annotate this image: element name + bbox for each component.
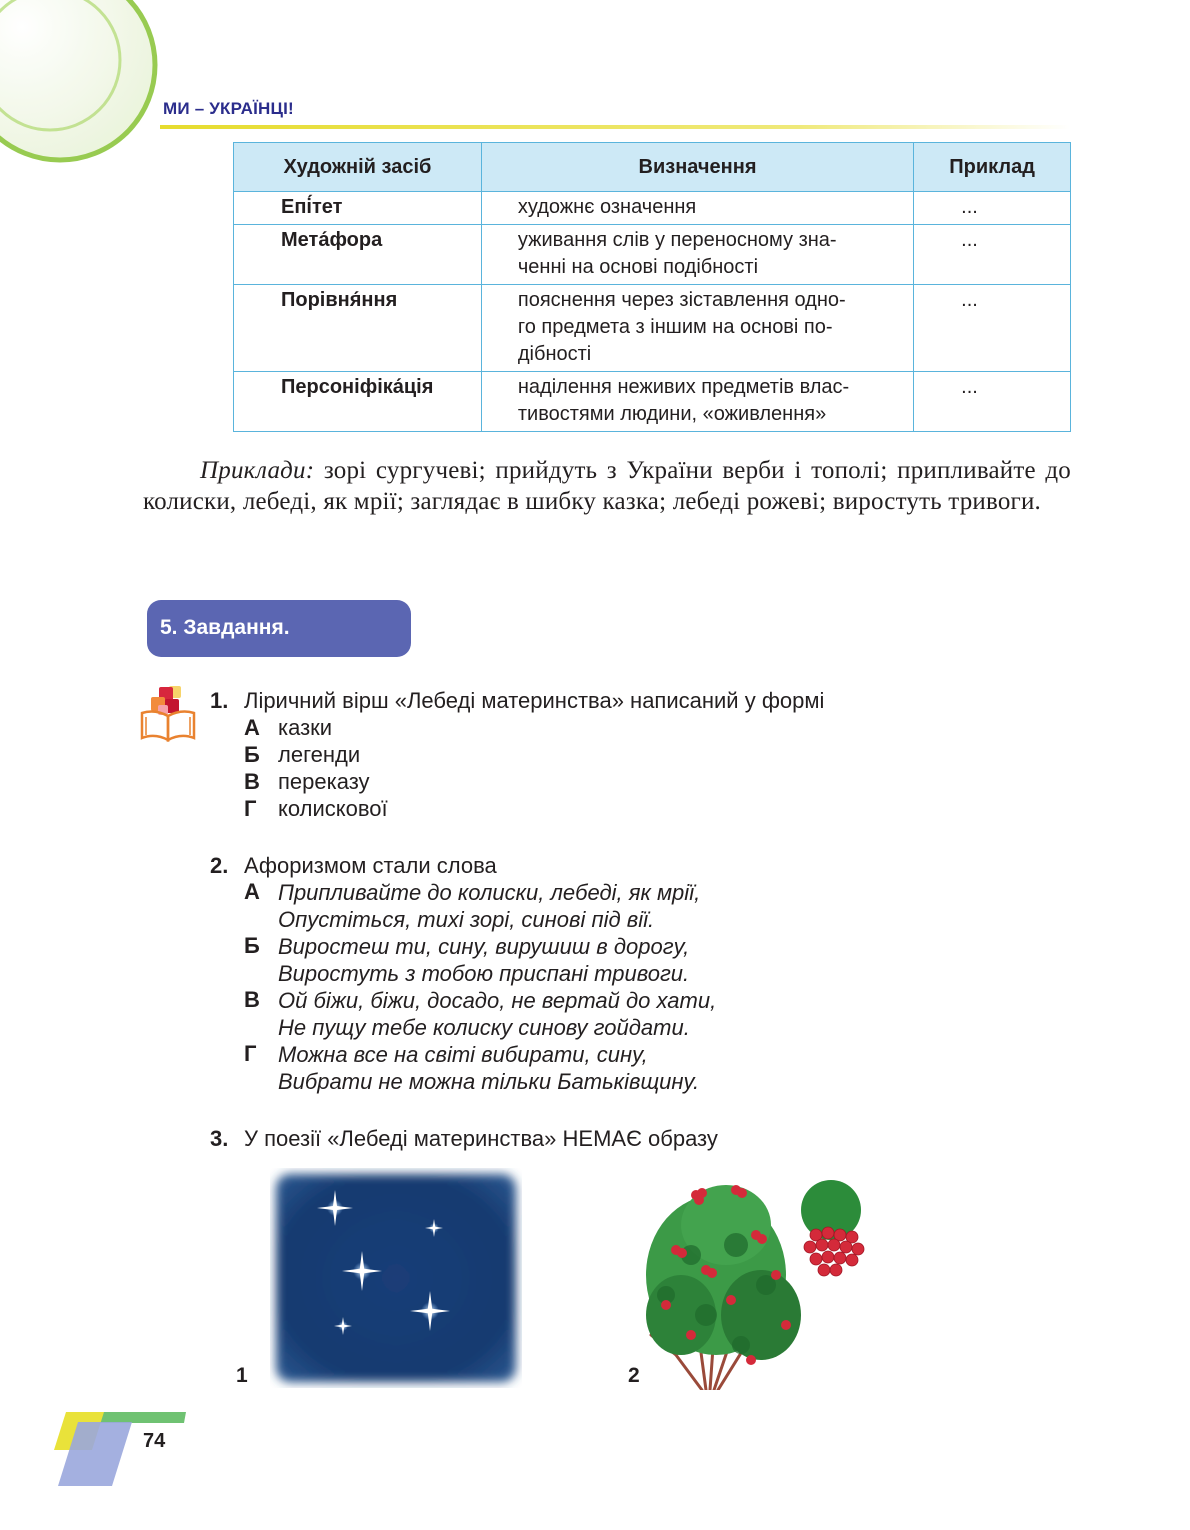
option-text: Ой біжи, біжи, досадо, не вертай до хати, Не пущу тебе колиску синову гойдати.: [278, 988, 717, 1040]
question-text: Афоризмом стали слова: [244, 853, 497, 878]
viburnum-bush-image[interactable]: [636, 1165, 868, 1390]
section-title: МИ – УКРАЇНЦІ!: [163, 99, 294, 118]
examples-text: зорі сургучеві; прийдуть з України верби і тополі; припливайте до колиски, лебеді, як мрії; заглядає в шибку казка; лебеді рожеві; виростуть тривоги.: [143, 457, 1072, 515]
question-text: Ліричний вірш «Лебеді материнства» написаний у формі: [244, 688, 825, 713]
task-header: 5. Завдання.: [147, 600, 411, 657]
option-letter: А: [244, 715, 260, 740]
table-row: [234, 372, 1071, 432]
header-rule: [160, 125, 1070, 129]
column-header-example: Приклад: [914, 143, 1071, 192]
question-number: 1.: [210, 688, 229, 713]
option-letter: В: [244, 769, 260, 794]
book-icon: [139, 683, 199, 745]
question-text: У поезії «Лебеді материнства» НЕМАЄ образу: [244, 1126, 718, 1151]
examples-label: Приклади:: [200, 457, 315, 484]
device-definition: [481, 192, 913, 225]
option-letter: А: [244, 879, 260, 904]
literary-devices-table: [233, 142, 1071, 432]
definition-line: наділення неживих предметів влас-: [517, 376, 850, 398]
question-number: 2.: [210, 853, 229, 878]
device-term: Епі́тет: [234, 192, 482, 225]
definition-line: ченні на основі подібності: [517, 256, 759, 278]
option-text: переказу: [278, 769, 370, 794]
option-letter: Г: [244, 1041, 257, 1066]
definition-line: го предмета з іншим на основі по-: [517, 316, 833, 338]
table-row: [234, 225, 1071, 285]
device-term: Порівня́ння: [234, 285, 482, 372]
device-example: ...: [914, 285, 1071, 372]
image-label-1: 1: [236, 1364, 248, 1387]
page-number: 74: [143, 1430, 166, 1452]
option-letter: Г: [244, 796, 257, 821]
column-header-device: Художній засіб: [234, 143, 482, 192]
definition-line: тивостями людини, «оживлення»: [517, 403, 827, 425]
decorative-circles: [0, 0, 170, 170]
option-text: Можна все на світі вибирати, сину, Вибрати не можна тільки Батьківщину.: [278, 1042, 700, 1094]
image-label-2: 2: [628, 1364, 640, 1387]
option-text: Виростеш ти, сину, вирушиш в дорогу, Виростуть з тобою приспані тривоги.: [278, 934, 690, 986]
device-example: ...: [914, 372, 1071, 432]
definition-line: уживання слів у переносному зна-: [517, 229, 837, 251]
definition-line: пояснення через зіставлення одно-: [517, 289, 846, 311]
option-letter: В: [244, 987, 260, 1012]
table-row: [234, 192, 1071, 225]
option-text: легенди: [278, 742, 361, 767]
device-definition: [481, 225, 913, 285]
page-corner-decoration: [52, 1412, 187, 1488]
table-row: [234, 285, 1071, 372]
device-example: ...: [914, 192, 1071, 225]
device-term: Мета́фора: [234, 225, 482, 285]
definition-line: дібності: [517, 343, 592, 365]
device-definition: [481, 285, 913, 372]
option-text: казки: [278, 715, 333, 740]
definition-line: художнє означення: [517, 196, 697, 218]
question-number: 3.: [210, 1126, 229, 1151]
option-text: Припливайте до колиски, лебеді, як мрії, Опустіться, тихі зорі, синові під вії.: [278, 880, 701, 932]
table-header-row: [234, 143, 1071, 192]
examples-paragraph: [143, 455, 1071, 517]
option-letter: Б: [244, 933, 260, 958]
option-letter: Б: [244, 742, 260, 767]
device-term: Персоніфіка́ція: [234, 372, 482, 432]
column-header-definition: Визначення: [481, 143, 913, 192]
night-sky-stars-image[interactable]: [270, 1168, 522, 1388]
device-example: ...: [914, 225, 1071, 285]
device-definition: [481, 372, 913, 432]
option-text: колискової: [278, 796, 388, 821]
